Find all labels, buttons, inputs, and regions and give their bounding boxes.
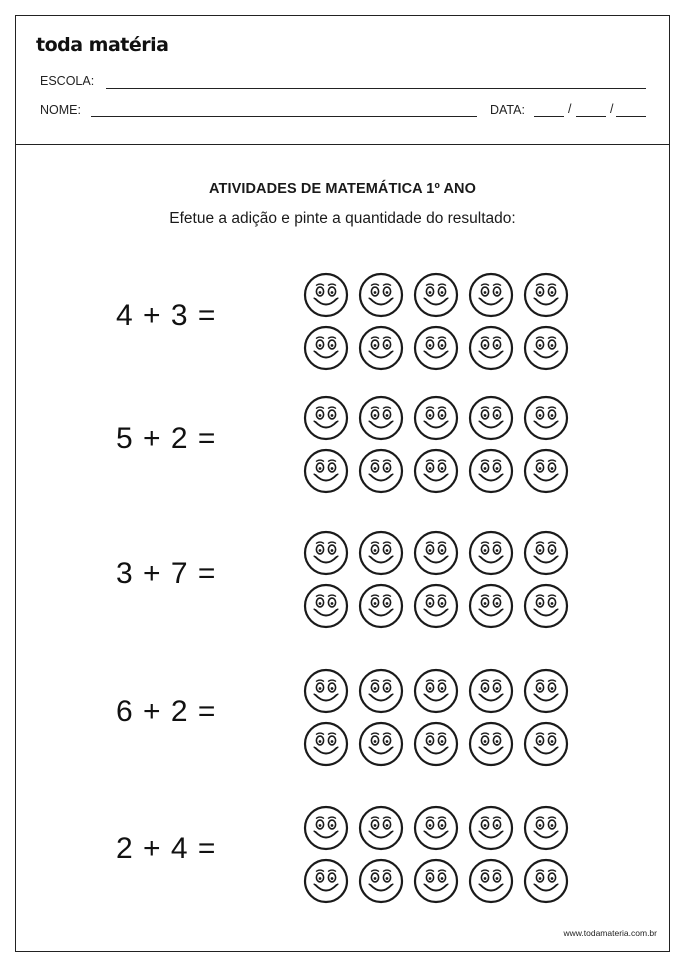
smiley-face-icon[interactable] — [523, 805, 569, 851]
date-separator: / — [568, 102, 572, 116]
smiley-face-icon[interactable] — [358, 858, 404, 904]
smiley-face-icon[interactable] — [468, 272, 514, 318]
smiley-face-icon[interactable] — [413, 583, 459, 629]
smiley-face-icon[interactable] — [303, 858, 349, 904]
smiley-face-icon[interactable] — [413, 805, 459, 851]
smiley-grid — [303, 272, 583, 371]
smiley-face-icon[interactable] — [413, 448, 459, 494]
smiley-face-icon[interactable] — [358, 721, 404, 767]
smiley-face-icon[interactable] — [358, 395, 404, 441]
footer-website: www.todamateria.com.br — [563, 928, 657, 938]
header — [16, 16, 669, 145]
problem-row — [16, 396, 669, 506]
smiley-face-icon[interactable] — [523, 325, 569, 371]
date-month-field[interactable] — [576, 116, 606, 117]
equation-text: 6 + 2 = — [116, 695, 217, 728]
smiley-face-icon[interactable] — [468, 805, 514, 851]
school-label: ESCOLA: — [40, 74, 95, 88]
smiley-face-icon[interactable] — [468, 583, 514, 629]
smiley-face-icon[interactable] — [358, 583, 404, 629]
equation-text: 4 + 3 = — [116, 299, 217, 332]
problem-row — [16, 806, 669, 916]
smiley-face-icon[interactable] — [468, 448, 514, 494]
smiley-grid — [303, 668, 583, 767]
smiley-face-icon[interactable] — [468, 395, 514, 441]
page-title: ATIVIDADES DE MATEMÁTICA 1º ANO — [209, 181, 476, 197]
smiley-face-icon[interactable] — [523, 668, 569, 714]
name-field[interactable] — [91, 116, 477, 117]
smiley-face-icon[interactable] — [413, 530, 459, 576]
smiley-face-icon[interactable] — [523, 448, 569, 494]
smiley-face-icon[interactable] — [468, 530, 514, 576]
smiley-face-icon[interactable] — [468, 721, 514, 767]
name-label: NOME: — [40, 103, 81, 117]
worksheet — [15, 15, 670, 952]
equation-text: 5 + 2 = — [116, 422, 217, 455]
equation-text: 2 + 4 = — [116, 832, 217, 865]
smiley-face-icon[interactable] — [358, 272, 404, 318]
smiley-face-icon[interactable] — [358, 668, 404, 714]
problem-row — [16, 531, 669, 641]
smiley-face-icon[interactable] — [523, 395, 569, 441]
smiley-face-icon[interactable] — [303, 583, 349, 629]
smiley-face-icon[interactable] — [303, 668, 349, 714]
smiley-grid — [303, 805, 583, 904]
smiley-face-icon[interactable] — [413, 325, 459, 371]
smiley-face-icon[interactable] — [468, 668, 514, 714]
equation-text: 3 + 7 = — [116, 557, 217, 590]
school-field[interactable] — [106, 88, 646, 89]
date-label: DATA: — [490, 103, 525, 117]
smiley-face-icon[interactable] — [303, 721, 349, 767]
smiley-face-icon[interactable] — [413, 858, 459, 904]
smiley-face-icon[interactable] — [358, 530, 404, 576]
smiley-face-icon[interactable] — [523, 858, 569, 904]
smiley-face-icon[interactable] — [303, 530, 349, 576]
brand-logo: toda matéria — [36, 34, 169, 56]
smiley-face-icon[interactable] — [303, 272, 349, 318]
smiley-face-icon[interactable] — [358, 805, 404, 851]
date-separator: / — [610, 102, 614, 116]
smiley-face-icon[interactable] — [413, 272, 459, 318]
smiley-face-icon[interactable] — [303, 805, 349, 851]
smiley-face-icon[interactable] — [523, 583, 569, 629]
smiley-grid — [303, 530, 583, 629]
smiley-grid — [303, 395, 583, 494]
instruction-text: Efetue a adição e pinte a quantidade do resultado: — [169, 210, 516, 227]
problem-row — [16, 669, 669, 779]
smiley-face-icon[interactable] — [303, 448, 349, 494]
smiley-face-icon[interactable] — [413, 395, 459, 441]
smiley-face-icon[interactable] — [468, 325, 514, 371]
smiley-face-icon[interactable] — [358, 448, 404, 494]
date-day-field[interactable] — [534, 116, 564, 117]
date-year-field[interactable] — [616, 116, 646, 117]
smiley-face-icon[interactable] — [358, 325, 404, 371]
smiley-face-icon[interactable] — [413, 721, 459, 767]
smiley-face-icon[interactable] — [523, 721, 569, 767]
smiley-face-icon[interactable] — [523, 272, 569, 318]
problem-row — [16, 273, 669, 383]
smiley-face-icon[interactable] — [523, 530, 569, 576]
smiley-face-icon[interactable] — [303, 325, 349, 371]
smiley-face-icon[interactable] — [413, 668, 459, 714]
smiley-face-icon[interactable] — [468, 858, 514, 904]
smiley-face-icon[interactable] — [303, 395, 349, 441]
